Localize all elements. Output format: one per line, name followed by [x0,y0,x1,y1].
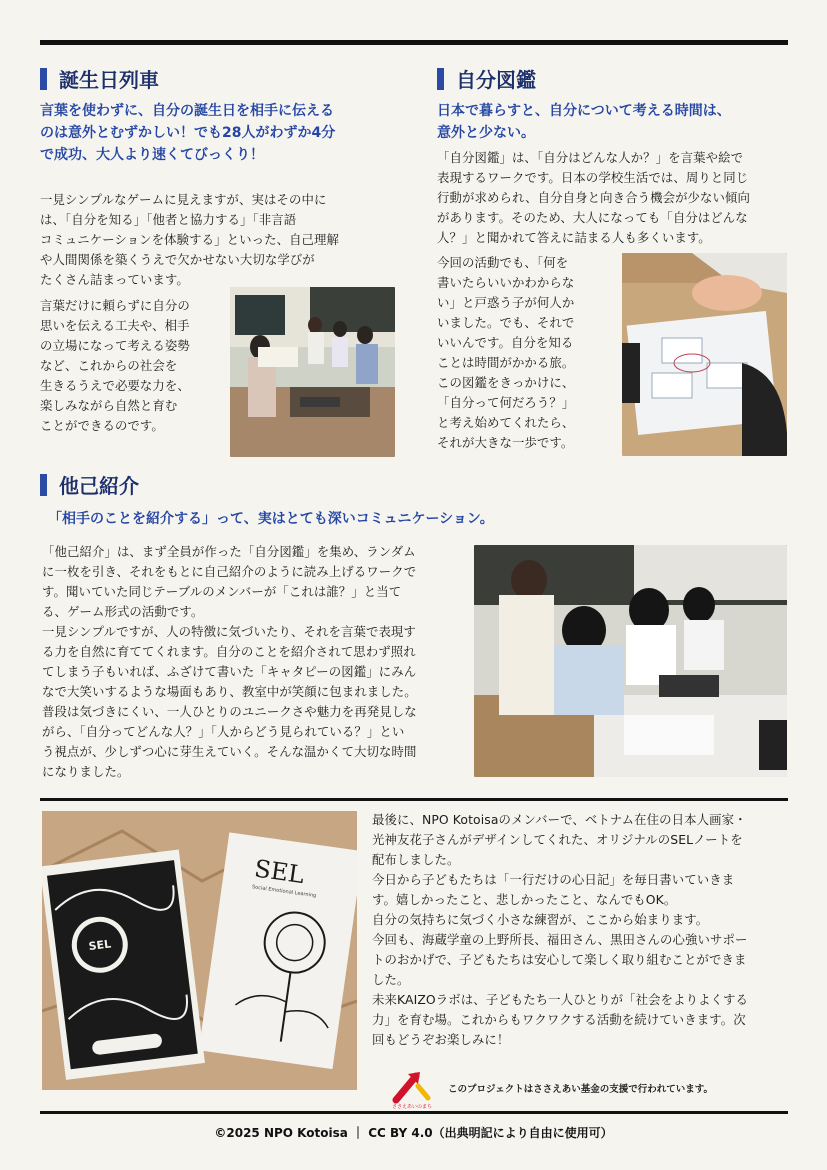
heading-bar [40,474,47,496]
top-rule [40,40,788,45]
sasaeai-logo [390,1068,434,1108]
tako-photo [474,545,787,777]
zukan-para1: 「自分図鑑」は、「自分はどんな人か？」を言葉や絵で 表現するワークです。日本の学校生活では、周りと同じ 行動が求められ、自分自身と向き合う機会が少ない傾向 があります。そのため、大人になっても「自分はどんな 人？」と聞かれて答えに詰まる人も多くいます。 [437,150,751,245]
birthday-photo [230,287,395,457]
tako-title: 他己紹介 [59,474,139,498]
divider-rule [40,798,788,801]
sel-notebook-photo [42,811,357,1090]
tako-lead: 「相手のことを紹介する」って、実はとても深いコミュニケーション。 [48,511,494,527]
zukan-para2: 今回の活動でも、「何を 書いたらいいかわからな い」と戸惑う子が何人か いました。でも、それで いいんです。自分を知る ことは時間がかかる旅。 この図鑑をきっかけに、 「自分って何だろう？」 と考え始めてくれたら、 それが大きな一歩です。 [437,255,575,450]
notebook-seal-text: SEL [87,937,112,954]
heading-bar [437,68,444,90]
section-title-birthday [40,64,159,93]
closing-para: 最後に、NPO Kotoisaのメンバーで、ベトナム在住の日本人画家・ 光神友花子さんがデザインしてくれた、オリジナルのSELノートを 配布しました。 今日から子どもたちは「一行だけの心日記」を毎日書いていきま す。嬉しかったこと、悲しかったこと、なんでもOK。 自分の気持ちに気づく小さな練習が、ここから始まります。 今回も、海蔵学童の上野所長、福田さん、黒田さんの心強いサポー トのおかげで、子どもたちは安心して楽しく取り組むことができま した。 未来KAIZOラボは、子どもたち一人ひとりが「社会をよりよくする 力」を育む場。これからもワクワクする活動を続けていきます。次 回もどうぞお楽しみに！ [372,812,749,1047]
notebook-title: SEL [252,854,307,890]
heading-bar [40,68,47,90]
zukan-photo [622,253,787,456]
birthday-para2: 言葉だけに頼らずに自分の 思いを伝える工夫や、相手 の立場になって考える姿勢 など、これからの社会を 生きるうえで必要な力を、 楽しみながら自然と育む ことができるのです。 [40,298,190,433]
support-credit [390,1068,713,1108]
support-text: このプロジェクトはささえあい基金の支援で行われています。 [448,1084,714,1095]
notebook-subtitle: Social Emotional Learning [251,884,317,900]
birthday-para1: 一見シンプルなゲームに見えますが、実はその中に は、「自分を知る」「他者と協力する」「非言語 コミュニケーションを体験する」といった、自己理解 や人間関係を築くうえで欠かせない大切な学びが たくさん詰まっています。 [40,192,340,287]
tako-para: 「他己紹介」は、まず全員が作った「自分図鑑」を集め、ランダム に一枚を引き、それをもとに自己紹介のように読み上げるワークで す。聞いていた同じテーブルのメンバーが「これは誰？」と当て る、ゲーム形式の活動です。 一見シンプルですが、人の特徴に気づいたり、それを言葉で表現す る力を自然に育ててくれます。自分のことを紹介されて思わず照れ てしまう子もいれば、ふざけて書いた「キャタピーの図鑑」にみん なで大笑いするような場面もあり、教室中が笑顔に包まれました。 普段は気づきにくい、一人ひとりのユニークさや魅力を再発見しな がら、「自分ってどんな人？」「人からどう見られている？」とい う視点が、少しずつ心に芽生えていく。そんな温かくて大切な時間 になりました。 [42,544,417,779]
section-title-tako [40,470,139,499]
zukan-title: 自分図鑑 [456,68,536,92]
copyright-footer: ©2025 NPO Kotoisa ｜ CC BY 4.0（出典明記により自由に使用可） [214,1126,613,1140]
zukan-lead: 日本で暮らすと、自分について考える時間は、 意外と少ない。 [437,103,731,141]
bottom-rule [40,1111,788,1114]
section-title-zukan [437,64,536,93]
birthday-title: 誕生日列車 [59,68,159,92]
logo-caption: ささえあいのまち [391,1104,432,1110]
birthday-lead: 言葉を使わずに、自分の誕生日を相手に伝える のは意外とむずかしい！でも28人がわずか4分 で成功、大人より速くてびっくり！ [40,103,336,163]
